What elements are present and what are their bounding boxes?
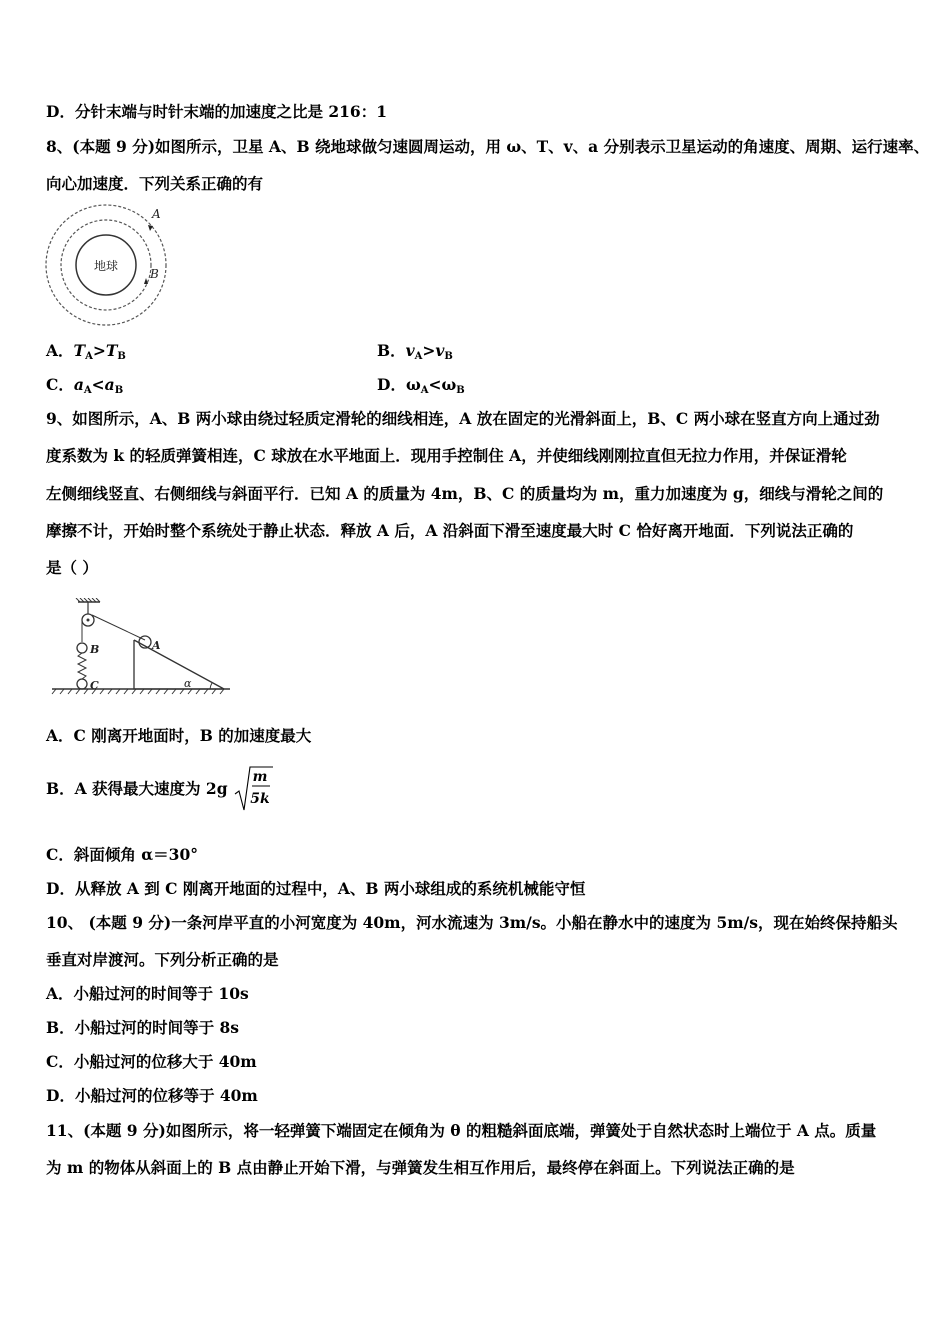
earth-label: 地球 [93, 259, 119, 273]
q8-option-c[interactable]: C．$a_A<a_B$ [46, 375, 124, 396]
label-c: C [90, 679, 99, 692]
ball-b [77, 643, 87, 653]
q9-option-c[interactable]: C．斜面倾角 α＝30° [46, 845, 198, 864]
label-alpha: α [184, 677, 192, 690]
q8-stem-line2: 向心加速度．下列关系正确的有 [46, 174, 264, 193]
q7-option-d: D．分针末端与时针末端的加速度之比是 216：1 [46, 102, 387, 121]
q8-option-b[interactable]: B．$v_A>v_B$ [377, 341, 453, 362]
spring [78, 653, 86, 679]
q9-option-d[interactable]: D．从释放 A 到 C 刚离开地面的过程中，A、B 两小球组成的系统机械能守恒 [46, 879, 586, 898]
q9-stem-line2: 度系数为 k 的轻质弹簧相连，C 球放在水平地面上．现用手控制住 A，并使细线刚刚拉直但无拉力作用，并保证滑轮 [46, 446, 847, 465]
q9-option-b[interactable]: B．A 获得最大速度为 2g m 5k [46, 764, 273, 814]
satellite-b-arrow [144, 278, 148, 284]
svg-text:5k: 5k [250, 791, 270, 807]
q9-stem-line3: 左侧细线竖直、右侧细线与斜面平行．已知 A 的质量为 4m，B、C 的质量均为 m，重力加速度为 g，细线与滑轮之间的 [46, 484, 884, 503]
q10-option-a[interactable]: A．小船过河的时间等于 10s [46, 984, 249, 1003]
q11-stem-line2: 为 m 的物体从斜面上的 B 点由静止开始下滑，与弹簧发生相互作用后，最终停在斜面上。下列说法正确的是 [46, 1158, 795, 1177]
q10-option-c[interactable]: C．小船过河的位移大于 40m [46, 1052, 257, 1071]
q8-stem-line1: 8、(本题 9 分)如图所示，卫星 A、B 绕地球做匀速圆周运动，用 ω、T、v、a 分别表示卫星运动的角速度、周期、运行速率、 [46, 137, 930, 156]
q9-stem-line1: 9、如图所示，A、B 两小球由绕过轻质定滑轮的细线相连，A 放在固定的光滑斜面上，B、C 两小球在竖直方向上通过劲 [46, 409, 880, 428]
label-b: B [90, 643, 100, 656]
q10-option-d[interactable]: D．小船过河的位移等于 40m [46, 1086, 258, 1105]
q8-option-a[interactable]: A．$T_A>T_B$ [46, 341, 126, 362]
q10-stem-line2: 垂直对岸渡河。下列分析正确的是 [46, 950, 279, 969]
q9-stem-line5: 是（ ） [46, 558, 98, 577]
satellite-a-arrow [148, 225, 153, 231]
q9-option-a[interactable]: A．C 刚离开地面时，B 的加速度最大 [46, 726, 312, 745]
sqrt-m-over-5k [233, 764, 273, 814]
q10-stem-line1: 10、 (本题 9 分)一条河岸平直的小河宽度为 40m，河水流速为 3m/s。小船在静水中的速度为 5m/s，现在始终保持船头 [46, 913, 898, 932]
svg-text:m: m [252, 769, 268, 785]
label-a: A [152, 207, 161, 221]
ball-c [77, 679, 87, 689]
q10-option-b[interactable]: B．小船过河的时间等于 8s [46, 1018, 240, 1037]
q9-pulley-incline-figure [48, 598, 238, 700]
q11-stem-line1: 11、(本题 9 分)如图所示，将一轻弹簧下端固定在倾角为 θ 的粗糙斜面底端，弹簧处于自然状态时上端位于 A 点。质量 [46, 1121, 877, 1140]
label-b: B [150, 267, 159, 281]
label-a: A [152, 639, 161, 652]
q8-satellite-orbit-figure [40, 200, 175, 330]
q9-stem-line4: 摩擦不计，开始时整个系统处于静止状态．释放 A 后，A 沿斜面下滑至速度最大时 C 恰好离开地面．下列说法正确的 [46, 521, 854, 540]
q8-option-d[interactable]: D．$\omega_A<\omega_B$ [377, 375, 465, 396]
